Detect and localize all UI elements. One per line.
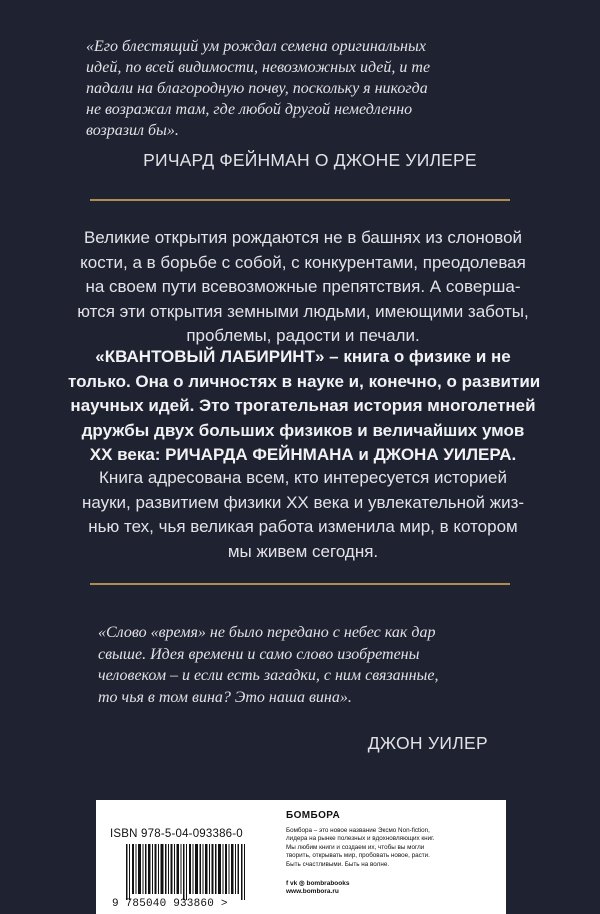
- paragraph-line: дружбы двух больших физиков и величайших умов: [81, 420, 525, 440]
- paragraph-line: мы живем сегодня.: [227, 541, 379, 561]
- bottom-quote-author: ДЖОН УИЛЕР: [367, 733, 488, 753]
- divider-bottom: [90, 583, 510, 585]
- publisher-desc-line: Мы любим книги и создаем их, чтобы вы могли: [286, 843, 425, 851]
- top-quote-line: падали на благородную почву, поскольку я никогда: [86, 80, 428, 97]
- publisher-desc-line: творить, открывать мир, пробовать новое, расти.: [286, 852, 430, 860]
- bottom-quote-line: «Слово «время» не было передано с небес как дар: [98, 624, 436, 641]
- paragraph-line: на своем пути всевозможные препятствия. А соверша-: [85, 277, 521, 296]
- paragraph-line: Великие открытия рождаются не в башнях из слоновой: [83, 228, 523, 247]
- website-link: www.bombora.ru: [286, 888, 339, 896]
- paragraph-line: Книга адресована всем, кто интересуется историей: [99, 468, 507, 487]
- publisher-block: [286, 810, 491, 895]
- paragraph-line: научных идей. Это трогательная история многолетней: [70, 396, 536, 415]
- barcode-digits: 9 785040 933860 >: [112, 898, 228, 910]
- paragraph-line: только. Она о личностях в науке и, конечно, о развитии: [68, 371, 541, 391]
- isbn-number: ISBN 978-5-04-093386-0: [110, 828, 243, 840]
- bottom-quote-line: то чья в том вина? Это наша вина».: [98, 688, 352, 706]
- paragraph-line: науки, развитием физики XX века и увлекательной жиз-: [81, 492, 525, 512]
- bottom-quote-line: свыше. Идея времени и само слово изобретены: [98, 645, 420, 663]
- barcode-icon: [126, 844, 246, 900]
- publisher-desc-line: Быть счастливыми. Быть на волне.: [286, 860, 390, 868]
- intro-paragraph: [68, 226, 538, 349]
- audience-paragraph: [68, 466, 538, 564]
- top-quote-line: идей, по всей видимости, невозможных идей, и те: [86, 59, 431, 76]
- paragraph-line: ются эти открытия земными людьми, имеющими заботы,: [77, 301, 529, 321]
- publisher-description: [286, 827, 491, 869]
- book-description-paragraph: [68, 345, 541, 468]
- top-quote-line: не возражал там, где любой другой немедленно: [86, 101, 413, 118]
- paragraph-line: «КВАНТОВЫЙ ЛАБИРИНТ» – книга о физике и не: [95, 347, 511, 366]
- paragraph-line: нью тех, чья великая работа изменила мир, в котором: [88, 517, 518, 536]
- bottom-quote: [98, 622, 518, 708]
- top-quote-line: возразил бы».: [86, 122, 179, 139]
- divider-top: [90, 199, 510, 201]
- publisher-desc-line: Бомбора – это новое название Эксмо Non-fiction,: [286, 827, 430, 834]
- top-quote-author: РИЧАРД ФЕЙНМАН О ДЖОНЕ УИЛЕРЕ: [143, 150, 477, 170]
- top-quote: [86, 36, 506, 141]
- paragraph-line: кости, а в борьбе с собой, с конкурентами, преодолевая: [80, 252, 526, 272]
- isbn-info-box: [96, 800, 506, 914]
- top-quote-line: «Его блестящий ум рождал семена оригинальных: [86, 38, 426, 55]
- bottom-quote-line: человеком – и если есть загадки, с ним связанные,: [98, 667, 439, 684]
- publisher-logo: БОМБОРА: [286, 810, 341, 821]
- social-links: f vk ◎ bombrabooks: [286, 880, 350, 888]
- publisher-desc-line: лидера на рынке полезных и вдохновляющих книг.: [286, 835, 435, 843]
- paragraph-line: XX века: РИЧАРДА ФЕЙНМАНА и ДЖОНА УИЛЕРА.: [89, 445, 517, 464]
- paragraph-line: проблемы, радости и печали.: [186, 326, 420, 345]
